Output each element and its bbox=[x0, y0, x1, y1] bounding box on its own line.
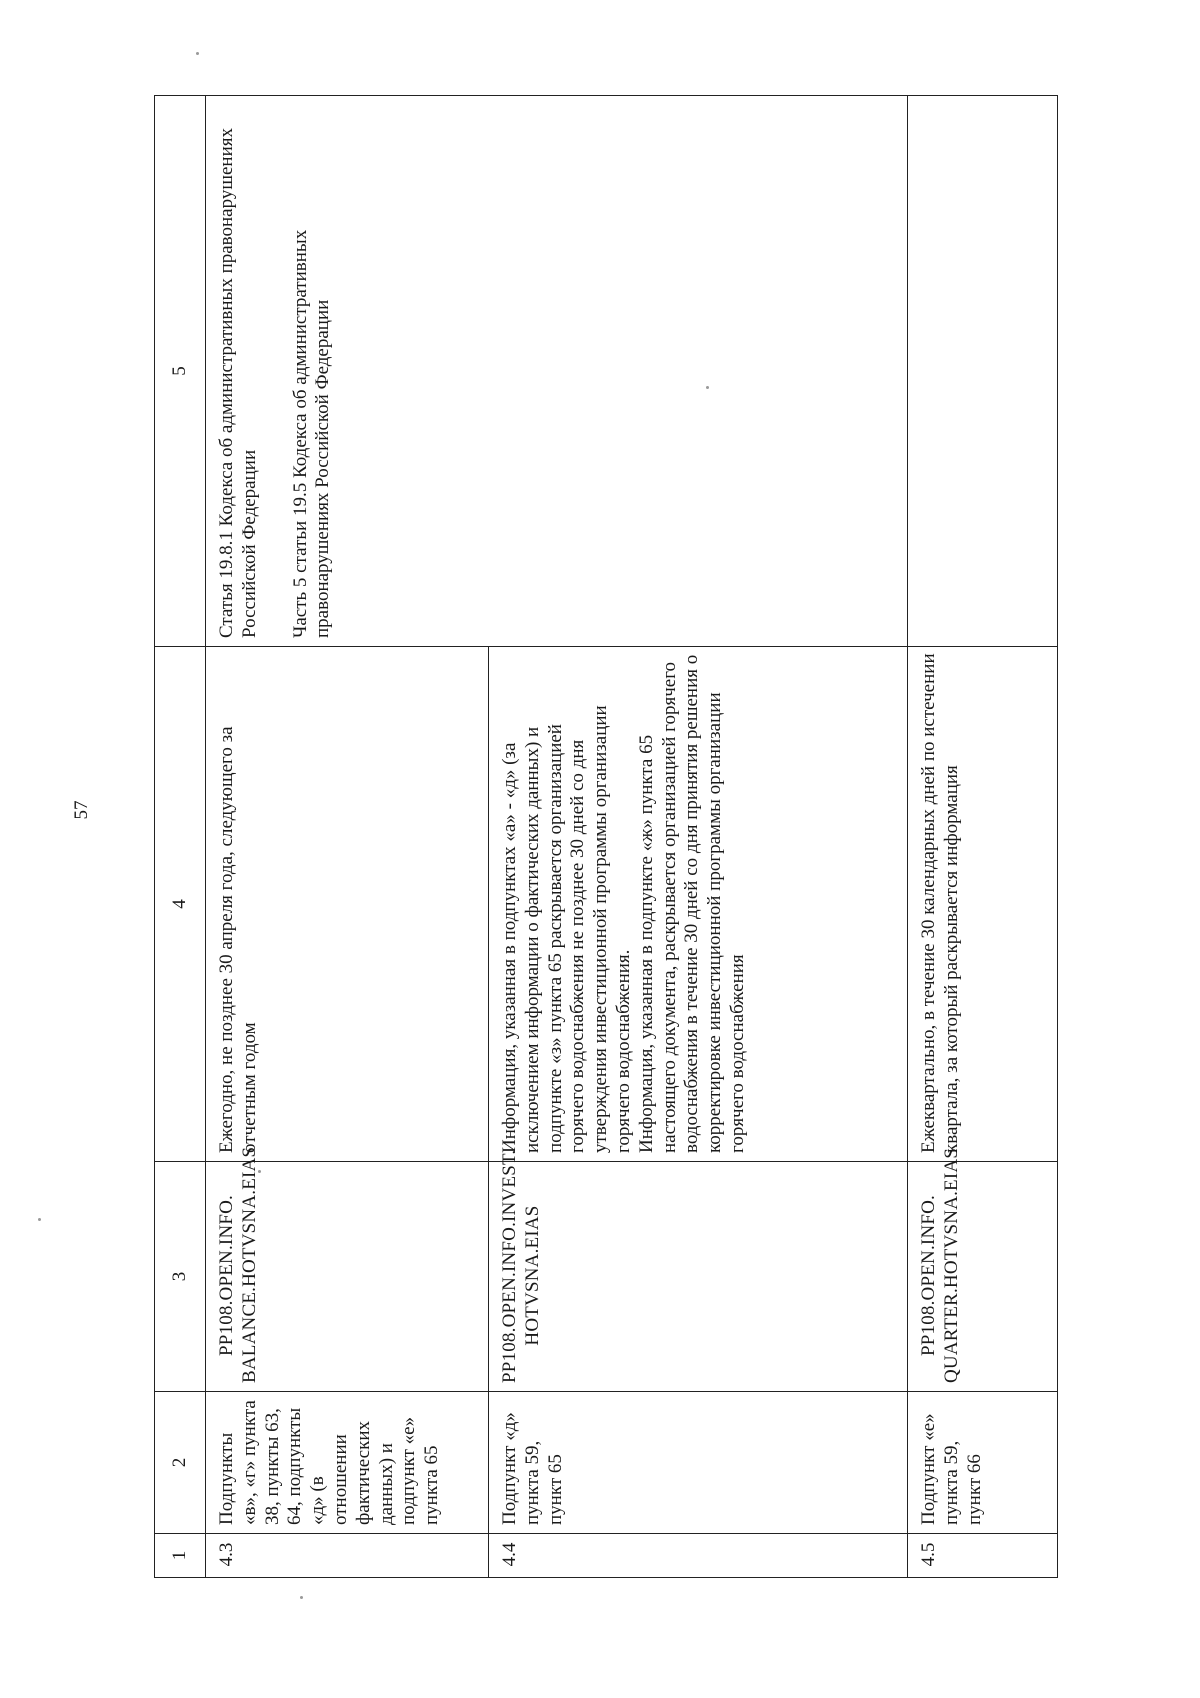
row-number: 4.4 bbox=[489, 1534, 908, 1578]
column-header: 2 bbox=[155, 1392, 206, 1534]
scan-speck bbox=[196, 52, 199, 55]
liability-text: Статья 19.8.1 Кодекса об административных правонарушениях Российской Федерации bbox=[216, 127, 260, 638]
row-liability-empty bbox=[908, 96, 1058, 647]
row-clause: Подпункт «д» пункта 59, пункт 65 bbox=[489, 1392, 908, 1534]
term-text: Информация, указанная в подпункте «ж» пункта 65 настоящего документа, раскрывается организацией горячего водоснабжения в течение 30 дней со дня принятия решения о корректировке инвестиционной программы организации горячего водоснабжения bbox=[635, 654, 748, 1153]
disclosure-table bbox=[154, 95, 1058, 1578]
row-term: Ежеквартально, в течение 30 календарных дней по истечении квартала, за который раскрывается информация bbox=[908, 647, 1058, 1162]
document-table-area bbox=[154, 96, 1052, 1578]
row-clause: Подпункт «е» пункта 59, пункт 66 bbox=[908, 1392, 1058, 1534]
row-term bbox=[489, 647, 908, 1162]
page-number: 57 bbox=[71, 800, 92, 820]
scan-speck bbox=[300, 1596, 303, 1599]
row-clause: Подпункты «в», «г» пункта 38, пункты 63, 64, подпункты «д» (в отношении фактических данных) и подпункт «е» пункта 65 bbox=[206, 1392, 489, 1534]
liability-text: Часть 5 статьи 19.5 Кодекса об административных правонарушениях Российской Федерации bbox=[289, 229, 334, 638]
column-header: 1 bbox=[155, 1534, 206, 1578]
row-liability bbox=[206, 96, 908, 647]
row-number: 4.3 bbox=[206, 1534, 489, 1578]
term-text: Информация, указанная в подпунктах «а» - «д» (за исключением информации о фактических данных) и подпункте «з» пункта 65 раскрывается организацией горячего водоснабжения не позднее 30 дней со дня утверждения инвестиционной программы организации горячего водоснабжения. bbox=[499, 705, 634, 1153]
table-row bbox=[206, 96, 489, 1578]
header-row bbox=[155, 96, 206, 1578]
row-code: PP108.OPEN.INFO. BALANCE.HOTVSNA.EIAS bbox=[206, 1162, 489, 1392]
scan-speck bbox=[38, 1218, 41, 1221]
column-header: 5 bbox=[155, 96, 206, 647]
row-code: PP108.OPEN.INFO.INVEST. HOTVSNA.EIAS bbox=[489, 1162, 908, 1392]
row-code: PP108.OPEN.INFO. QUARTER.HOTVSNA.EIAS bbox=[908, 1162, 1058, 1392]
column-header: 3 bbox=[155, 1162, 206, 1392]
row-number: 4.5 bbox=[908, 1534, 1058, 1578]
table-row bbox=[908, 96, 1058, 1578]
row-term: Ежегодно, не позднее 30 апреля года, следующего за отчетным годом bbox=[206, 647, 489, 1162]
column-header: 4 bbox=[155, 647, 206, 1162]
